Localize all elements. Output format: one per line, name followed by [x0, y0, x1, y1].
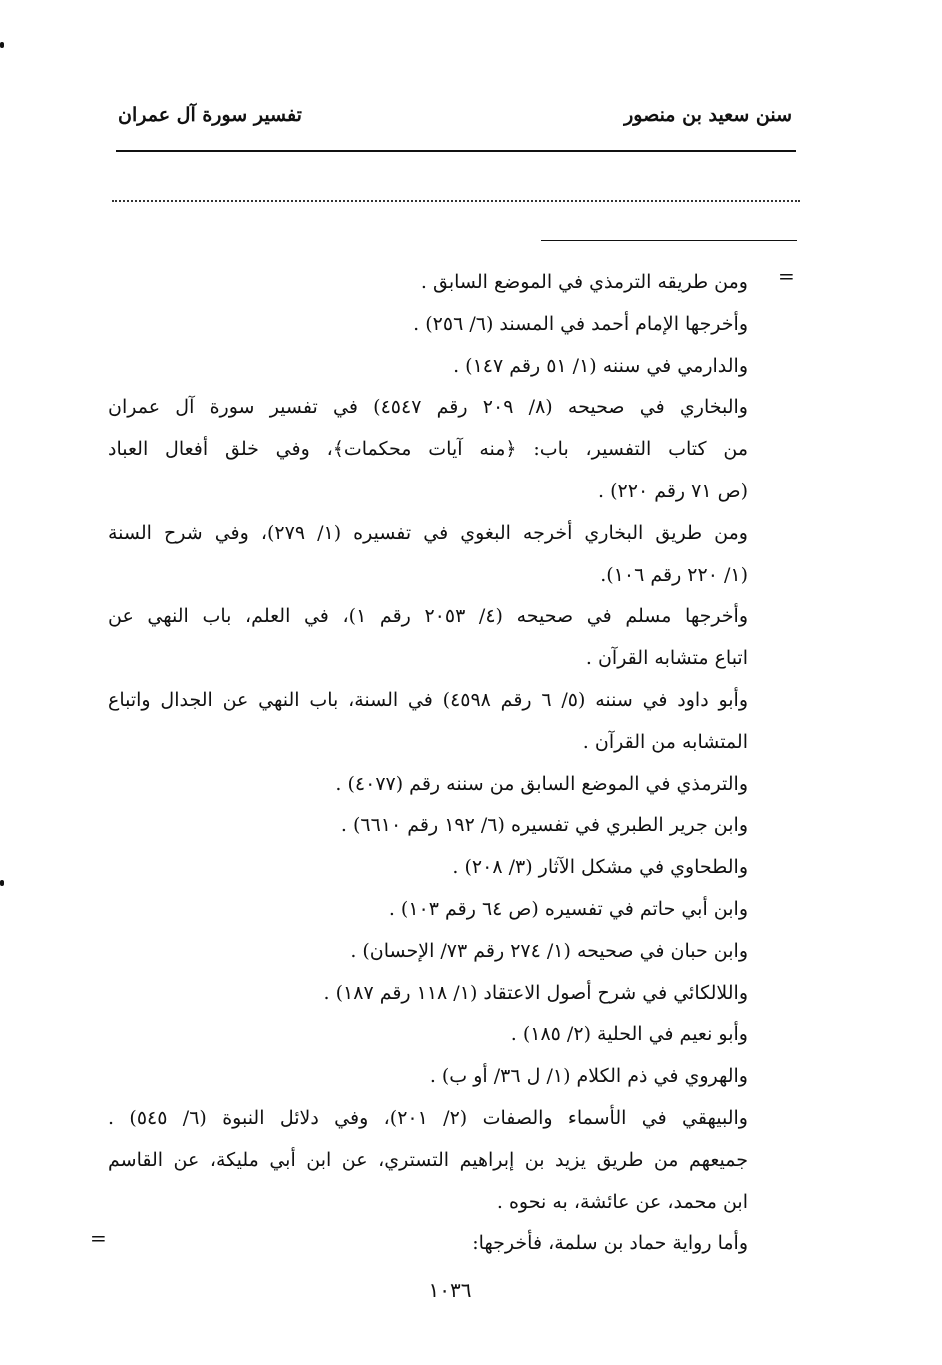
text-line: وابن حبان في صحيحه (١/ ٢٧٤ رقم ٧٣/ الإحسان) . [350, 939, 748, 962]
text-line: والبخاري في صحيحه (٨/ ٢٠٩ رقم ٤٥٤٧) في تفسير سورة آل عمران [108, 396, 748, 419]
text-line: وأخرجها الإمام أحمد في المسند (٦/ ٢٥٦) . [413, 312, 748, 335]
text-line: ومن طريق البخاري أخرجه البغوي في تفسيره (١/ ٢٧٩)، وفي شرح السنة [108, 521, 748, 544]
continuation-mark-top: = [778, 264, 795, 288]
running-header-book-title: سنن سعيد بن منصور [624, 104, 792, 126]
text-line: والترمذي في الموضع السابق من سننه رقم (٤٠٧٧) . [335, 772, 748, 795]
text-line: جميعهم من طريق يزيد بن إبراهيم التستري، عن ابن أبي مليكة، عن القاسم [108, 1148, 748, 1171]
footnote-text [108, 262, 748, 1265]
text-line: والطحاوي في مشكل الآثار (٣/ ٢٠٨) . [452, 856, 748, 879]
page-number: ١٠٣٦ [428, 1278, 472, 1302]
text-line: اتباع متشابه القرآن . [585, 647, 748, 670]
dotted-separator [112, 200, 800, 202]
text-line: (١/ ٢٢٠ رقم ١٠٦). [600, 563, 748, 586]
text-line: وابن جرير الطبري في تفسيره (٦/ ١٩٢ رقم ٦٦١٠) . [340, 814, 748, 837]
text-line: والبيهقي في الأسماء والصفات (٢/ ٢٠١)، وفي دلائل النبوة (٦/ ٥٤٥) . [108, 1106, 748, 1129]
text-line: وأبو نعيم في الحلية (٢/ ١٨٥) . [510, 1023, 748, 1046]
text-line: ومن طريقه الترمذي في الموضع السابق . [420, 271, 748, 293]
running-header-chapter-title: تفسير سورة آل عمران [118, 104, 302, 126]
text-line: المتشابه من القرآن . [582, 730, 748, 753]
scan-edge-mark [0, 880, 4, 886]
text-line: وأما رواية حماد بن سلمة، فأخرجها: [472, 1232, 748, 1255]
scan-edge-mark [0, 42, 4, 48]
header-rule [116, 150, 796, 152]
text-line: والهروي في ذم الكلام (١/ ل ٣٦/ أو ب) . [429, 1065, 748, 1088]
text-line: ابن محمد، عن عائشة، به نحوه . [496, 1190, 748, 1213]
text-line: واللالكائي في شرح أصول الاعتقاد (١/ ١١٨ رقم ١٨٧) . [323, 981, 748, 1004]
text-line: وأخرجها مسلم في صحيحه (٤/ ٢٠٥٣ رقم ١)، في العلم، باب النهي عن [108, 605, 749, 628]
footnote-separator [541, 240, 797, 241]
text-line: وأبو داود في سننه (٥/ ٦ رقم ٤٥٩٨) في السنة، باب النهي عن الجدال واتباع [108, 688, 748, 711]
continuation-mark-bottom: = [90, 1226, 107, 1250]
text-line: (ص ٧١ رقم ٢٢٠) . [598, 479, 748, 502]
text-line: من كتاب التفسير، باب: ﴿منه آيات محكمات﴾، وفي خلق أفعال العباد [108, 438, 748, 461]
text-line: والدارمي في سننه (١/ ٥١ رقم ١٤٧) . [453, 354, 748, 377]
text-line: وابن أبي حاتم في تفسيره (ص ٦٤ رقم ١٠٣) . [388, 897, 748, 920]
